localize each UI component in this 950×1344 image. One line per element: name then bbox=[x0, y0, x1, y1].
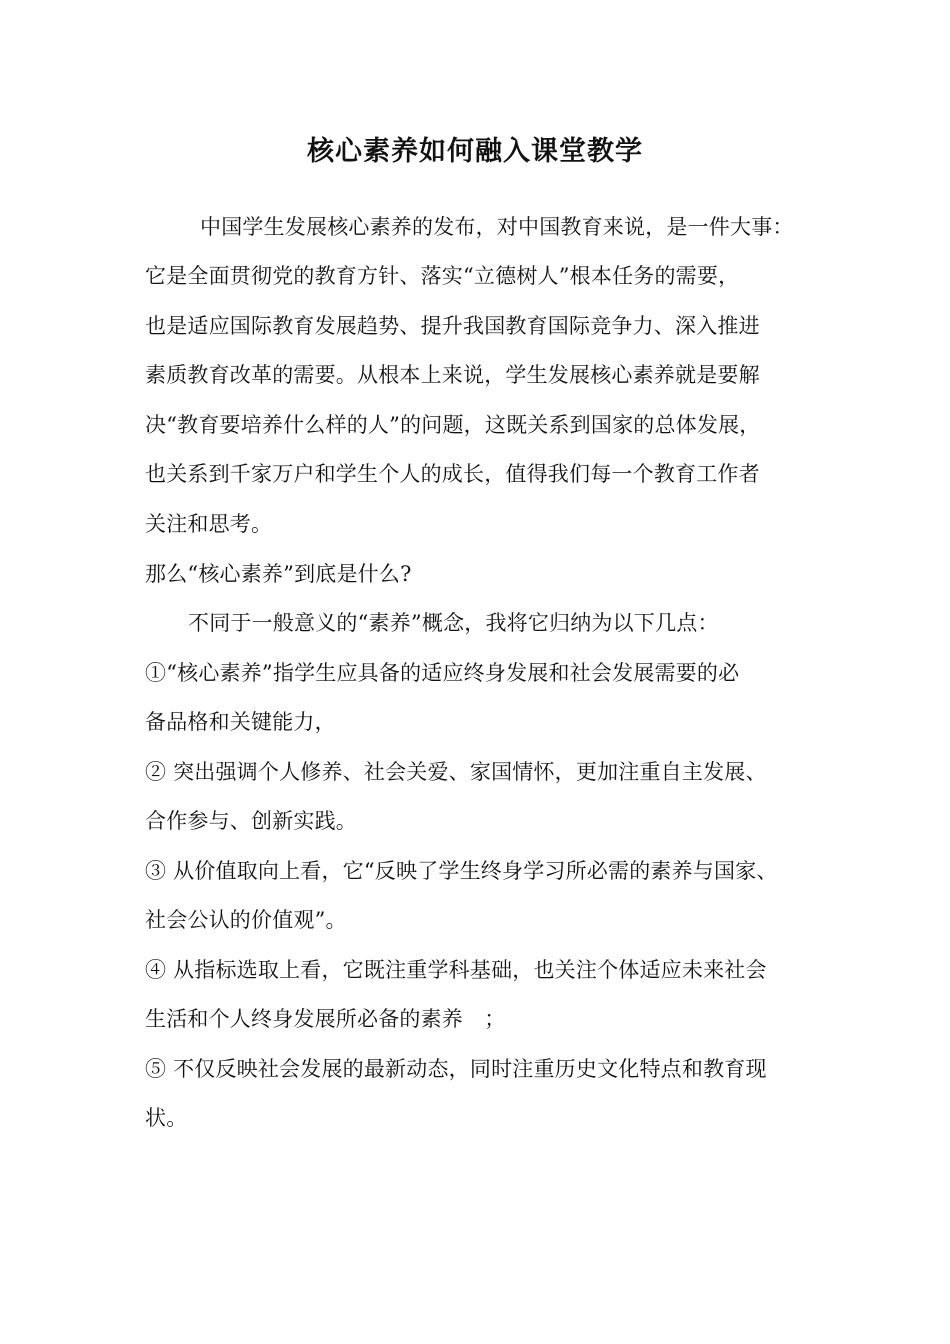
paragraph-line-5: 决“教育要培养什么样的人”的问题，这既关系到国家的总体发展， bbox=[145, 413, 761, 437]
point-4-line-1: ④ 从指标选取上看，它既注重学科基础，也关注个体适应未来社会 bbox=[145, 958, 767, 982]
point-3-line-1: ③ 从价值取向上看，它“反映了学生终身学习所必需的素养与国家、 bbox=[145, 859, 778, 883]
intro-points-line: 不同于一般意义的“素养”概念，我将它归纳为以下几点： bbox=[188, 611, 719, 635]
paragraph-line-1: 中国学生发展核心素养的发布，对中国教育来说，是一件大事： bbox=[200, 215, 794, 239]
document-title: 核心素养如何融入课堂教学 bbox=[307, 136, 643, 167]
point-2-line-1: ② 突出强调个人修养、社会关爱、家国情怀，更加注重自主发展、 bbox=[145, 760, 767, 784]
paragraph-line-6: 也关系到千家万户和学生个人的成长，值得我们每一个教育工作者 bbox=[145, 462, 760, 486]
paragraph-line-7: 关注和思考。 bbox=[145, 512, 273, 536]
point-1-line-1: ①“核心素养”指学生应具备的适应终身发展和社会发展需要的必 bbox=[145, 661, 740, 685]
point-5-line-2: 状。 bbox=[145, 1106, 188, 1130]
question-line: 那么“核心素养”到底是什么? bbox=[145, 562, 412, 586]
point-3-line-2: 社会公认的价值观”。 bbox=[145, 908, 347, 932]
point-2-line-2: 合作参与、创新实践。 bbox=[145, 809, 357, 833]
paragraph-line-3: 也是适应国际教育发展趋势、提升我国教育国际竞争力、深入推进 bbox=[145, 314, 760, 338]
paragraph-line-4: 素质教育改革的需要。从根本上来说，学生发展核心素养就是要解 bbox=[145, 363, 760, 387]
paragraph-line-2: 它是全面贯彻党的教育方针、落实“立德树人”根本任务的需要， bbox=[145, 264, 740, 288]
point-1-line-2: 备品格和关键能力， bbox=[145, 710, 336, 734]
point-4-line-2: 生活和个人终身发展所必备的素养 ； bbox=[145, 1007, 506, 1031]
point-5-line-1: ⑤ 不仅反映社会发展的最新动态，同时注重历史文化特点和教育现 bbox=[145, 1057, 767, 1081]
